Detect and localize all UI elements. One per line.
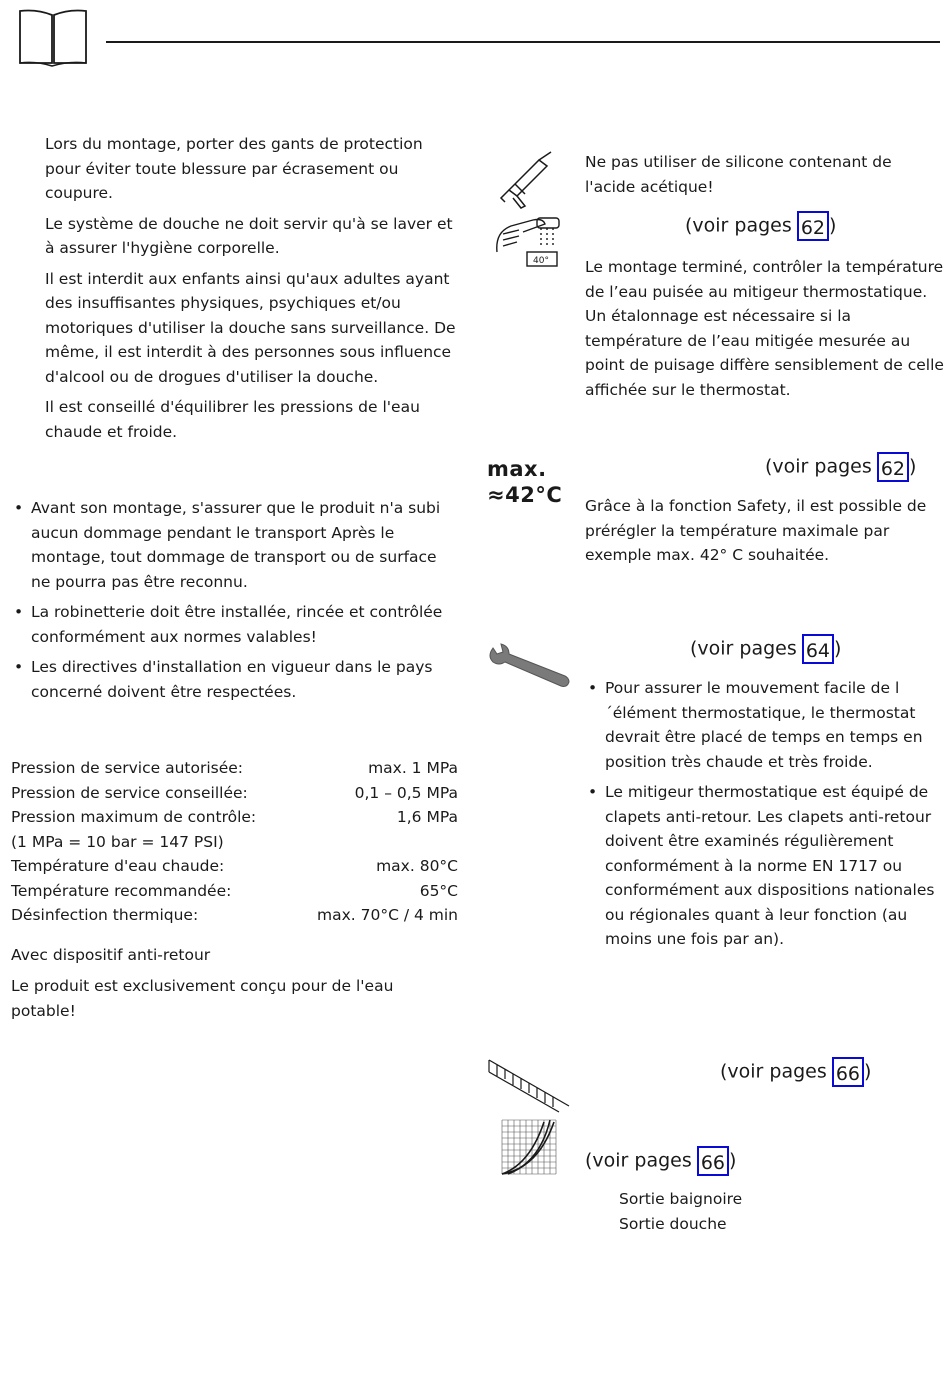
page-link[interactable]: 66 [697, 1146, 729, 1176]
page-link[interactable]: 66 [832, 1057, 864, 1087]
manual-book-icon [17, 9, 89, 69]
table-row [11, 781, 458, 806]
svg-text:40°: 40° [533, 256, 549, 266]
page-link[interactable]: 64 [802, 634, 834, 664]
ref-prefix: (voir pages [690, 637, 803, 660]
ref-prefix: (voir pages [720, 1060, 833, 1083]
spec-label: Pression maximum de contrôle: [11, 808, 257, 826]
maintenance-section [585, 676, 940, 958]
spec-label: Désinfection thermique: [11, 906, 199, 924]
specs-table [11, 756, 458, 928]
table-row [11, 756, 458, 781]
list-item-text: Le mitigeur thermostatique est équipé de clapets anti-retour. Les clapets anti-retour doivent être examinés régulièrement conformément à la norme EN 1717 ou conformément aux dispositions nationales ou régionales quant à leur fonction (au moins une fois par an). [605, 783, 935, 948]
list-item: • Avant son montage, s'assurer que le produit n'a subi aucun dommage pendant le transport Après le montage, tout dommage de transport ou de surface ne pourra pas être reconnu. [14, 499, 441, 591]
max-label: max. [487, 457, 547, 481]
max-temp-value: ≈42°C [487, 483, 563, 507]
list-item-text: Avant son montage, s'assurer que le produit n'a subi aucun dommage pendant le transport Après le montage, tout dommage de transport ou de surface ne pourra pas être reconnu. [31, 499, 441, 591]
list-item: • Le mitigeur thermostatique est équipé de clapets anti-retour. Les clapets anti-retour doivent être examinés régulièrement conformément à la norme EN 1717 ou conformément aux dispositions nationales ou régionales quant à leur fonction (au moins une fois par an). [588, 783, 935, 948]
outlet-shower: Sortie douche [619, 1214, 727, 1233]
ref-suffix: ) [834, 637, 842, 660]
outlet-bath: Sortie baignoire [619, 1190, 743, 1208]
calibration-text: Le montage terminé, contrôler la température de l’eau puisée au mitigeur thermostatique. Un étalonnage est nécessaire si la température de l’eau mitigée mesurée au point de puisage diffère sensiblement de celle affichée sur le thermostat. [585, 258, 944, 399]
ref-suffix: ) [909, 455, 917, 478]
ref-prefix: (voir pages [585, 1149, 698, 1172]
safety-section [45, 132, 461, 444]
spec-value: 1,6 MPa [396, 808, 458, 826]
page-link[interactable]: 62 [877, 452, 909, 482]
spec-label: Température recommandée: [11, 881, 232, 900]
ref-suffix: ) [829, 214, 837, 237]
anti-retour-note: Avec dispositif anti-retour [11, 946, 211, 964]
wrench-icon [487, 640, 571, 690]
safety-para: Lors du montage, porter des gants de protection pour éviter toute blessure par écrasement ou coupure. [45, 135, 423, 202]
safety-para: Le système de douche ne doit servir qu'à se laver et à assurer l'hygiène corporelle. [45, 214, 453, 257]
flow-diagram-icon [500, 1118, 558, 1176]
spec-value: 65°C [419, 881, 458, 900]
list-item-text: Pour assurer le mouvement facile de l´élément thermostatique, le thermostat devrait être placé de temps en temps en position très chaude et très froide. [605, 679, 923, 771]
table-row [11, 805, 458, 830]
list-item: • Les directives d'installation en vigueur dans le pays concerné doivent être respectées. [14, 658, 433, 701]
page-reference [720, 1057, 871, 1087]
ref-suffix: ) [729, 1149, 737, 1172]
ref-prefix: (voir pages [685, 214, 798, 237]
table-row [11, 830, 458, 855]
table-row [11, 854, 458, 879]
spec-value: max. 70°C / 4 min [316, 906, 458, 924]
table-row [11, 903, 458, 928]
page-reference [690, 634, 841, 664]
page-reference [765, 452, 916, 482]
page-reference [685, 211, 836, 241]
dimensions-ruler-icon [487, 1058, 571, 1114]
ref-prefix: (voir pages [765, 455, 878, 478]
silicone-gun-icon [495, 150, 559, 210]
spec-label: (1 MPa = 10 bar = 147 PSI) [11, 832, 224, 851]
flow-outlets [619, 1187, 742, 1236]
list-item: • La robinetterie doit être installée, rincée et contrôlée conformément aux normes valables! [14, 603, 443, 646]
table-row [11, 879, 458, 904]
spec-label: Température d'eau chaude: [11, 857, 225, 875]
header-rule [106, 41, 940, 43]
spec-value: 0,1 – 0,5 MPa [354, 783, 458, 802]
ref-suffix: ) [864, 1060, 872, 1083]
page-link[interactable]: 62 [797, 211, 829, 241]
list-item: • Pour assurer le mouvement facile de l´élément thermostatique, le thermostat devrait être placé de temps en temps en position très chaude et très froide. [588, 679, 923, 771]
safety-para: Il est conseillé d'équilibrer les pressions de l'eau chaude et froide. [45, 398, 420, 441]
potable-note: Le produit est exclusivement conçu pour de l'eau potable! [11, 977, 394, 1020]
safety-function-text: Grâce à la fonction Safety, il est possible de prérégler la température maximale par exemple max. 42° C souhaitée. [585, 497, 927, 564]
thermometer-hand-icon [493, 212, 563, 270]
safety-para: Il est interdit aux enfants ainsi qu'aux adultes ayant des insuffisantes physiques, psychiques et/ou motoriques d'utiliser la douche sans surveillance. De même, il est interdit à des personnes sous influence d'alcool ou de drogues d'utiliser la douche. [45, 269, 456, 386]
spec-label: Pression de service autorisée: [11, 759, 244, 777]
install-section [11, 496, 451, 710]
spec-value: max. 1 MPa [368, 759, 458, 777]
list-item-text: Les directives d'installation en vigueur dans le pays concerné doivent être respectées. [31, 658, 433, 701]
spec-value: max. 80°C [376, 857, 458, 875]
spec-label: Pression de service conseillée: [11, 783, 248, 802]
silicone-warning: Ne pas utiliser de silicone contenant de l'acide acétique! [585, 153, 892, 196]
max-temp-label [487, 456, 562, 508]
page-reference [585, 1146, 736, 1176]
list-item-text: La robinetterie doit être installée, rincée et contrôlée conformément aux normes valables! [31, 603, 443, 646]
